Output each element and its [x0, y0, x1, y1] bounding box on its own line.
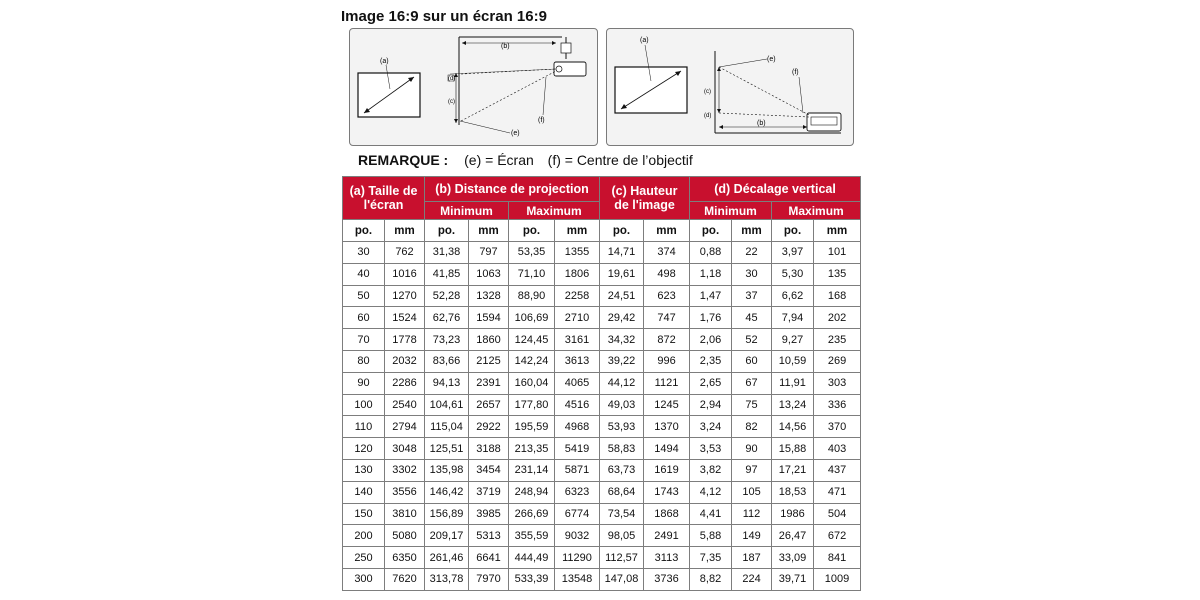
table-cell: 261,46 — [425, 547, 469, 569]
table-row — [343, 350, 861, 372]
table-cell: 90 — [343, 372, 385, 394]
note-f: (f) = Centre de l’objectif — [547, 152, 693, 168]
table-cell: 98,05 — [600, 525, 644, 547]
diagram2-label-e: (e) — [767, 56, 776, 63]
table-row — [343, 307, 861, 329]
table-cell: 29,42 — [600, 307, 644, 329]
diagram1-label-c: (c) — [448, 99, 455, 105]
table-cell: 130 — [343, 459, 385, 481]
table-cell: 355,59 — [509, 525, 555, 547]
unit-cell: po. — [772, 220, 814, 242]
table-cell: 120 — [343, 438, 385, 460]
table-cell: 140 — [343, 481, 385, 503]
table-cell: 11290 — [555, 547, 600, 569]
table-cell: 202 — [814, 307, 861, 329]
ceiling-mount-diagram — [349, 28, 598, 146]
unit-cell: mm — [555, 220, 600, 242]
table-row — [343, 481, 861, 503]
table-cell: 45 — [732, 307, 772, 329]
unit-cell: po. — [343, 220, 385, 242]
table-cell: 1860 — [469, 329, 509, 351]
table-cell: 2391 — [469, 372, 509, 394]
table-cell: 37 — [732, 285, 772, 307]
table-row — [343, 263, 861, 285]
table-cell: 374 — [644, 242, 690, 264]
table-cell: 39,22 — [600, 350, 644, 372]
table-cell: 60 — [732, 350, 772, 372]
table-cell: 3556 — [385, 481, 425, 503]
table-cell: 3454 — [469, 459, 509, 481]
table-cell: 1743 — [644, 481, 690, 503]
table-cell: 1868 — [644, 503, 690, 525]
unit-cell: po. — [509, 220, 555, 242]
table-cell: 58,83 — [600, 438, 644, 460]
unit-cell: mm — [644, 220, 690, 242]
table-cell: 149 — [732, 525, 772, 547]
table-row — [343, 438, 861, 460]
table-cell: 142,24 — [509, 350, 555, 372]
table-cell: 75 — [732, 394, 772, 416]
note-e: (e) = Écran — [464, 152, 534, 168]
table-cell: 5419 — [555, 438, 600, 460]
diagram2-label-f: (f) — [792, 69, 799, 76]
table-cell: 39,71 — [772, 568, 814, 590]
page-title: Image 16:9 sur un écran 16:9 — [341, 8, 547, 25]
table-cell: 1270 — [385, 285, 425, 307]
table-cell: 34,32 — [600, 329, 644, 351]
table-cell: 5080 — [385, 525, 425, 547]
diagram1-label-b: (b) — [501, 43, 510, 50]
table-cell: 30 — [343, 242, 385, 264]
table-cell: 1594 — [469, 307, 509, 329]
table-cell: 1016 — [385, 263, 425, 285]
unit-row — [343, 220, 861, 242]
table-cell: 3810 — [385, 503, 425, 525]
table-cell: 4968 — [555, 416, 600, 438]
table-cell: 19,61 — [600, 263, 644, 285]
table-cell: 13548 — [555, 568, 600, 590]
table-cell: 250 — [343, 547, 385, 569]
header-image-height-line2: de l'image — [614, 198, 675, 212]
table-cell: 1,18 — [690, 263, 732, 285]
table-cell: 17,21 — [772, 459, 814, 481]
note — [358, 152, 703, 168]
table-cell: 112 — [732, 503, 772, 525]
unit-cell: mm — [385, 220, 425, 242]
table-cell: 2657 — [469, 394, 509, 416]
table-cell: 5871 — [555, 459, 600, 481]
table-cell: 147,08 — [600, 568, 644, 590]
table-cell: 40 — [343, 263, 385, 285]
table-cell: 996 — [644, 350, 690, 372]
unit-cell: po. — [690, 220, 732, 242]
table-cell: 269 — [814, 350, 861, 372]
table-cell: 403 — [814, 438, 861, 460]
table-cell: 248,94 — [509, 481, 555, 503]
table-cell: 3188 — [469, 438, 509, 460]
table-cell: 623 — [644, 285, 690, 307]
diagram1-label-a: (a) — [380, 58, 389, 65]
table-cell: 7970 — [469, 568, 509, 590]
header-image-height — [600, 177, 690, 220]
diagram2-label-b: (b) — [757, 120, 766, 127]
table-cell: 100 — [343, 394, 385, 416]
table-mount-diagram — [606, 28, 854, 146]
table-cell: 672 — [814, 525, 861, 547]
table-cell: 2258 — [555, 285, 600, 307]
table-cell: 112,57 — [600, 547, 644, 569]
diagram1-label-e: (e) — [511, 130, 520, 137]
table-cell: 67 — [732, 372, 772, 394]
table-cell: 444,49 — [509, 547, 555, 569]
table-cell: 125,51 — [425, 438, 469, 460]
projection-table — [342, 176, 861, 591]
table-cell: 300 — [343, 568, 385, 590]
table-cell: 224 — [732, 568, 772, 590]
table-cell: 797 — [469, 242, 509, 264]
table-cell: 2286 — [385, 372, 425, 394]
table-cell: 7620 — [385, 568, 425, 590]
table-cell: 71,10 — [509, 263, 555, 285]
table-cell: 168 — [814, 285, 861, 307]
table-cell: 88,90 — [509, 285, 555, 307]
diagram2-label-a: (a) — [640, 37, 649, 44]
table-cell: 437 — [814, 459, 861, 481]
table-cell: 5,30 — [772, 263, 814, 285]
table-cell: 2125 — [469, 350, 509, 372]
note-label: REMARQUE : — [358, 152, 449, 168]
header-vertical-offset: (d) Décalage vertical — [690, 177, 861, 202]
table-cell: 231,14 — [509, 459, 555, 481]
table-cell: 104,61 — [425, 394, 469, 416]
table-cell: 1370 — [644, 416, 690, 438]
table-cell: 7,94 — [772, 307, 814, 329]
table-cell: 150 — [343, 503, 385, 525]
table-cell: 1,47 — [690, 285, 732, 307]
table-cell: 3985 — [469, 503, 509, 525]
table-cell: 2794 — [385, 416, 425, 438]
table-cell: 1524 — [385, 307, 425, 329]
table-cell: 266,69 — [509, 503, 555, 525]
table-cell: 872 — [644, 329, 690, 351]
table-cell: 1063 — [469, 263, 509, 285]
table-cell: 2,65 — [690, 372, 732, 394]
table-cell: 747 — [644, 307, 690, 329]
table-cell: 1986 — [772, 503, 814, 525]
table-cell: 52 — [732, 329, 772, 351]
table-cell: 3613 — [555, 350, 600, 372]
table-cell: 1619 — [644, 459, 690, 481]
table-cell: 115,04 — [425, 416, 469, 438]
table-cell: 841 — [814, 547, 861, 569]
table-cell: 504 — [814, 503, 861, 525]
table-row — [343, 547, 861, 569]
table-cell: 33,09 — [772, 547, 814, 569]
table-cell: 30 — [732, 263, 772, 285]
table-cell: 13,24 — [772, 394, 814, 416]
table-cell: 160,04 — [509, 372, 555, 394]
table-cell: 3719 — [469, 481, 509, 503]
table-cell: 90 — [732, 438, 772, 460]
table-cell: 11,91 — [772, 372, 814, 394]
table-cell: 4516 — [555, 394, 600, 416]
table-cell: 3,53 — [690, 438, 732, 460]
table-cell: 80 — [343, 350, 385, 372]
table-cell: 209,17 — [425, 525, 469, 547]
table-cell: 3161 — [555, 329, 600, 351]
table-row — [343, 416, 861, 438]
table-cell: 135 — [814, 263, 861, 285]
table-row — [343, 285, 861, 307]
table-cell: 2,35 — [690, 350, 732, 372]
unit-cell: po. — [600, 220, 644, 242]
table-cell: 6,62 — [772, 285, 814, 307]
table-cell: 2491 — [644, 525, 690, 547]
table-cell: 4,41 — [690, 503, 732, 525]
table-cell: 156,89 — [425, 503, 469, 525]
table-cell: 2922 — [469, 416, 509, 438]
table-cell: 200 — [343, 525, 385, 547]
table-cell: 49,03 — [600, 394, 644, 416]
table-cell: 303 — [814, 372, 861, 394]
table-cell: 2,06 — [690, 329, 732, 351]
table-cell: 73,23 — [425, 329, 469, 351]
table-cell: 8,82 — [690, 568, 732, 590]
table-cell: 135,98 — [425, 459, 469, 481]
header-b-max: Maximum — [509, 202, 600, 220]
table-cell: 498 — [644, 263, 690, 285]
table-cell: 101 — [814, 242, 861, 264]
table-cell: 63,73 — [600, 459, 644, 481]
table-cell: 15,88 — [772, 438, 814, 460]
table-cell: 44,12 — [600, 372, 644, 394]
table-cell: 110 — [343, 416, 385, 438]
table-row — [343, 568, 861, 590]
unit-cell: mm — [469, 220, 509, 242]
table-cell: 68,64 — [600, 481, 644, 503]
header-image-height-line1: (c) Hauteur — [611, 184, 678, 198]
table-cell: 1009 — [814, 568, 861, 590]
table-cell: 6350 — [385, 547, 425, 569]
table-cell: 2,94 — [690, 394, 732, 416]
table-cell: 6323 — [555, 481, 600, 503]
table-cell: 187 — [732, 547, 772, 569]
table-cell: 1494 — [644, 438, 690, 460]
table-cell: 83,66 — [425, 350, 469, 372]
header-d-max: Maximum — [772, 202, 861, 220]
table-cell: 24,51 — [600, 285, 644, 307]
unit-cell: po. — [425, 220, 469, 242]
diagram1-label-f: (f) — [538, 117, 545, 124]
header-b-min: Minimum — [425, 202, 509, 220]
table-cell: 177,80 — [509, 394, 555, 416]
table-cell: 3736 — [644, 568, 690, 590]
table-cell: 3,24 — [690, 416, 732, 438]
table-cell: 1328 — [469, 285, 509, 307]
table-cell: 1806 — [555, 263, 600, 285]
table-cell: 2032 — [385, 350, 425, 372]
table-cell: 41,85 — [425, 263, 469, 285]
table-cell: 9032 — [555, 525, 600, 547]
table-cell: 0,88 — [690, 242, 732, 264]
table-cell: 762 — [385, 242, 425, 264]
table-cell: 3,82 — [690, 459, 732, 481]
table-cell: 70 — [343, 329, 385, 351]
table-cell: 2710 — [555, 307, 600, 329]
table-cell: 60 — [343, 307, 385, 329]
table-cell: 370 — [814, 416, 861, 438]
table-cell: 1245 — [644, 394, 690, 416]
table-cell: 213,35 — [509, 438, 555, 460]
table-cell: 146,42 — [425, 481, 469, 503]
table-cell: 3113 — [644, 547, 690, 569]
table-cell: 235 — [814, 329, 861, 351]
header-screen-size-line2: l'écran — [363, 198, 404, 212]
table-cell: 94,13 — [425, 372, 469, 394]
table-cell: 5,88 — [690, 525, 732, 547]
table-cell: 6774 — [555, 503, 600, 525]
table-cell: 10,59 — [772, 350, 814, 372]
table-cell: 97 — [732, 459, 772, 481]
table-cell: 4065 — [555, 372, 600, 394]
table-cell: 195,59 — [509, 416, 555, 438]
table-cell: 18,53 — [772, 481, 814, 503]
table-row — [343, 329, 861, 351]
table-cell: 106,69 — [509, 307, 555, 329]
table-row — [343, 372, 861, 394]
table-row — [343, 242, 861, 264]
table-cell: 2540 — [385, 394, 425, 416]
diagram1-label-d: (d) — [448, 76, 456, 82]
table-cell: 3048 — [385, 438, 425, 460]
table-cell: 62,76 — [425, 307, 469, 329]
table-cell: 6641 — [469, 547, 509, 569]
diagram2-label-c: (c) — [704, 89, 711, 95]
table-cell: 22 — [732, 242, 772, 264]
table-cell: 14,56 — [772, 416, 814, 438]
header-d-min: Minimum — [690, 202, 772, 220]
table-cell: 31,38 — [425, 242, 469, 264]
unit-cell: mm — [814, 220, 861, 242]
header-projection-distance: (b) Distance de projection — [425, 177, 600, 202]
table-cell: 471 — [814, 481, 861, 503]
table-cell: 53,35 — [509, 242, 555, 264]
table-cell: 4,12 — [690, 481, 732, 503]
table-cell: 313,78 — [425, 568, 469, 590]
unit-cell: mm — [732, 220, 772, 242]
table-row — [343, 459, 861, 481]
table-cell: 124,45 — [509, 329, 555, 351]
table-cell: 1,76 — [690, 307, 732, 329]
table-cell: 3,97 — [772, 242, 814, 264]
table-row — [343, 394, 861, 416]
diagram2-label-d: (d) — [704, 113, 712, 119]
table-cell: 73,54 — [600, 503, 644, 525]
table-cell: 3302 — [385, 459, 425, 481]
table-cell: 533,39 — [509, 568, 555, 590]
table-cell: 52,28 — [425, 285, 469, 307]
table-cell: 1355 — [555, 242, 600, 264]
table-cell: 50 — [343, 285, 385, 307]
header-screen-size — [343, 177, 425, 220]
header-screen-size-line1: (a) Taille de — [349, 184, 418, 198]
table-cell: 1121 — [644, 372, 690, 394]
table-row — [343, 503, 861, 525]
table-cell: 5313 — [469, 525, 509, 547]
table-row — [343, 525, 861, 547]
table-cell: 105 — [732, 481, 772, 503]
table-cell: 14,71 — [600, 242, 644, 264]
table-cell: 26,47 — [772, 525, 814, 547]
table-cell: 82 — [732, 416, 772, 438]
table-cell: 53,93 — [600, 416, 644, 438]
table-cell: 7,35 — [690, 547, 732, 569]
table-cell: 9,27 — [772, 329, 814, 351]
table-cell: 336 — [814, 394, 861, 416]
table-cell: 1778 — [385, 329, 425, 351]
